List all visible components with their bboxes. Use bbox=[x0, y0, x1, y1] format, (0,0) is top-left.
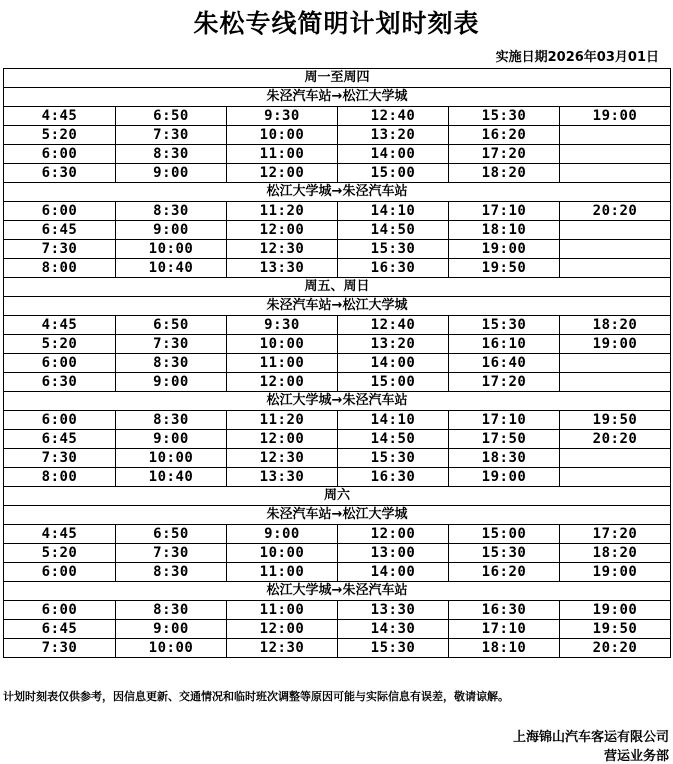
departure-time-cell: 11:00 bbox=[227, 354, 338, 373]
departure-time-cell: 16:10 bbox=[449, 335, 560, 354]
departure-time-cell: 12:00 bbox=[227, 373, 338, 392]
page-title: 朱松专线简明计划时刻表 bbox=[193, 9, 480, 38]
table-row bbox=[4, 563, 671, 582]
disclaimer-note: 计划时刻表仅供参考，因信息更新、交通情况和临时班次调整等原因可能与实际信息有误差，敬请谅解。 bbox=[3, 690, 509, 703]
departure-time-cell: 9:00 bbox=[116, 221, 227, 240]
departure-time-cell: 11:00 bbox=[227, 601, 338, 620]
table-row bbox=[4, 107, 671, 126]
period-header-row bbox=[4, 487, 671, 506]
departure-time-cell: 9:00 bbox=[116, 164, 227, 183]
departure-time-cell: 20:20 bbox=[560, 202, 671, 221]
route-header: 松江大学城→朱泾汽车站 bbox=[4, 392, 671, 411]
period-header: 周五、周日 bbox=[4, 278, 671, 297]
departure-time-cell: 6:50 bbox=[116, 316, 227, 335]
departure-time-cell: 19:50 bbox=[560, 620, 671, 639]
departure-time-cell: 15:30 bbox=[338, 449, 449, 468]
departure-time-cell: 5:20 bbox=[4, 544, 116, 563]
departure-time-cell: 12:00 bbox=[227, 430, 338, 449]
departure-time-cell: 9:30 bbox=[227, 107, 338, 126]
timetable bbox=[3, 68, 671, 658]
departure-time-cell: 8:30 bbox=[116, 202, 227, 221]
departure-time-cell: 10:00 bbox=[227, 544, 338, 563]
departure-time-cell: 15:30 bbox=[449, 544, 560, 563]
departure-time-cell: 7:30 bbox=[4, 240, 116, 259]
departure-time-cell bbox=[560, 164, 671, 183]
departure-time-cell: 10:00 bbox=[227, 335, 338, 354]
departure-time-cell: 9:00 bbox=[227, 525, 338, 544]
table-row bbox=[4, 411, 671, 430]
table-row bbox=[4, 601, 671, 620]
departure-time-cell: 8:30 bbox=[116, 601, 227, 620]
departure-time-cell: 11:20 bbox=[227, 411, 338, 430]
departure-time-cell: 16:20 bbox=[449, 126, 560, 145]
departure-time-cell: 13:00 bbox=[338, 544, 449, 563]
departure-time-cell: 18:20 bbox=[560, 316, 671, 335]
departure-time-cell: 13:30 bbox=[227, 259, 338, 278]
departure-time-cell: 19:00 bbox=[560, 107, 671, 126]
departure-time-cell: 6:45 bbox=[4, 620, 116, 639]
route-header-row bbox=[4, 392, 671, 411]
departure-time-cell: 12:30 bbox=[227, 240, 338, 259]
departure-time-cell: 8:30 bbox=[116, 354, 227, 373]
departure-time-cell: 17:20 bbox=[449, 373, 560, 392]
departure-time-cell: 13:30 bbox=[227, 468, 338, 487]
table-row bbox=[4, 240, 671, 259]
departure-time-cell: 18:10 bbox=[449, 221, 560, 240]
departure-time-cell: 19:00 bbox=[449, 240, 560, 259]
departure-time-cell: 17:50 bbox=[449, 430, 560, 449]
departure-time-cell: 18:10 bbox=[449, 639, 560, 658]
table-row bbox=[4, 126, 671, 145]
table-row bbox=[4, 259, 671, 278]
departure-time-cell: 20:20 bbox=[560, 639, 671, 658]
departure-time-cell: 14:50 bbox=[338, 430, 449, 449]
departure-time-cell: 17:10 bbox=[449, 620, 560, 639]
departure-time-cell: 16:30 bbox=[449, 601, 560, 620]
departure-time-cell: 19:00 bbox=[560, 563, 671, 582]
table-row bbox=[4, 373, 671, 392]
table-row bbox=[4, 316, 671, 335]
company-name: 上海锦山汽车客运有限公司 bbox=[512, 730, 669, 745]
departure-time-cell: 15:30 bbox=[449, 107, 560, 126]
route-header-row bbox=[4, 183, 671, 202]
table-row bbox=[4, 639, 671, 658]
departure-time-cell: 19:00 bbox=[449, 468, 560, 487]
departure-time-cell: 18:20 bbox=[560, 544, 671, 563]
departure-time-cell: 12:40 bbox=[338, 316, 449, 335]
departure-time-cell: 6:50 bbox=[116, 107, 227, 126]
table-row bbox=[4, 525, 671, 544]
departure-time-cell: 14:50 bbox=[338, 221, 449, 240]
departure-time-cell: 8:30 bbox=[116, 145, 227, 164]
departure-time-cell: 6:00 bbox=[4, 563, 116, 582]
table-row bbox=[4, 449, 671, 468]
departure-time-cell: 10:00 bbox=[227, 126, 338, 145]
departure-time-cell bbox=[560, 221, 671, 240]
departure-time-cell: 16:30 bbox=[338, 468, 449, 487]
table-row bbox=[4, 145, 671, 164]
departure-time-cell: 14:00 bbox=[338, 563, 449, 582]
departure-time-cell: 11:20 bbox=[227, 202, 338, 221]
departure-time-cell: 4:45 bbox=[4, 316, 116, 335]
departure-time-cell: 15:30 bbox=[449, 316, 560, 335]
departure-time-cell: 17:10 bbox=[449, 411, 560, 430]
departure-time-cell: 12:00 bbox=[338, 525, 449, 544]
departure-time-cell: 6:45 bbox=[4, 221, 116, 240]
departure-time-cell: 6:00 bbox=[4, 411, 116, 430]
departure-time-cell: 10:00 bbox=[116, 449, 227, 468]
departure-time-cell: 19:50 bbox=[449, 259, 560, 278]
departure-time-cell: 8:00 bbox=[4, 468, 116, 487]
departure-time-cell bbox=[560, 259, 671, 278]
departure-time-cell: 11:00 bbox=[227, 563, 338, 582]
departure-time-cell bbox=[560, 449, 671, 468]
departure-time-cell: 12:40 bbox=[338, 107, 449, 126]
departure-time-cell: 10:00 bbox=[116, 240, 227, 259]
departure-time-cell bbox=[560, 145, 671, 164]
departure-time-cell: 18:20 bbox=[449, 164, 560, 183]
departure-time-cell: 15:00 bbox=[449, 525, 560, 544]
departure-time-cell: 10:40 bbox=[116, 259, 227, 278]
departure-time-cell: 7:30 bbox=[116, 335, 227, 354]
departure-time-cell: 15:00 bbox=[338, 164, 449, 183]
departure-time-cell: 6:30 bbox=[4, 373, 116, 392]
table-row bbox=[4, 335, 671, 354]
departure-time-cell: 12:00 bbox=[227, 221, 338, 240]
departure-time-cell: 6:00 bbox=[4, 601, 116, 620]
departure-time-cell: 6:00 bbox=[4, 354, 116, 373]
departure-time-cell: 15:30 bbox=[338, 639, 449, 658]
departure-time-cell: 17:20 bbox=[560, 525, 671, 544]
departure-time-cell: 7:30 bbox=[4, 449, 116, 468]
route-header: 朱泾汽车站→松江大学城 bbox=[4, 88, 671, 107]
departure-time-cell: 7:30 bbox=[116, 544, 227, 563]
departure-time-cell bbox=[560, 240, 671, 259]
departure-time-cell: 6:50 bbox=[116, 525, 227, 544]
departure-time-cell: 4:45 bbox=[4, 107, 116, 126]
departure-time-cell: 6:45 bbox=[4, 430, 116, 449]
departure-time-cell: 12:00 bbox=[227, 164, 338, 183]
departure-time-cell: 16:40 bbox=[449, 354, 560, 373]
table-row bbox=[4, 164, 671, 183]
route-header-row bbox=[4, 88, 671, 107]
departure-time-cell: 9:00 bbox=[116, 373, 227, 392]
period-header-row bbox=[4, 278, 671, 297]
departure-time-cell: 8:00 bbox=[4, 259, 116, 278]
departure-time-cell: 14:30 bbox=[338, 620, 449, 639]
departure-time-cell: 19:00 bbox=[560, 601, 671, 620]
departure-time-cell: 16:20 bbox=[449, 563, 560, 582]
departure-time-cell: 12:00 bbox=[227, 620, 338, 639]
department-name: 营运业务部 bbox=[603, 749, 669, 764]
route-header: 朱泾汽车站→松江大学城 bbox=[4, 297, 671, 316]
departure-time-cell: 14:00 bbox=[338, 354, 449, 373]
departure-time-cell: 8:30 bbox=[116, 563, 227, 582]
departure-time-cell: 7:30 bbox=[4, 639, 116, 658]
departure-time-cell: 8:30 bbox=[116, 411, 227, 430]
table-row bbox=[4, 430, 671, 449]
departure-time-cell: 4:45 bbox=[4, 525, 116, 544]
departure-time-cell: 7:30 bbox=[116, 126, 227, 145]
departure-time-cell: 18:30 bbox=[449, 449, 560, 468]
departure-time-cell: 14:10 bbox=[338, 411, 449, 430]
departure-time-cell: 13:20 bbox=[338, 335, 449, 354]
route-header: 松江大学城→朱泾汽车站 bbox=[4, 582, 671, 601]
departure-time-cell: 5:20 bbox=[4, 335, 116, 354]
route-header-row bbox=[4, 297, 671, 316]
departure-time-cell bbox=[560, 354, 671, 373]
route-header: 朱泾汽车站→松江大学城 bbox=[4, 506, 671, 525]
period-header: 周六 bbox=[4, 487, 671, 506]
departure-time-cell: 13:20 bbox=[338, 126, 449, 145]
departure-time-cell: 10:00 bbox=[116, 639, 227, 658]
departure-time-cell: 9:00 bbox=[116, 620, 227, 639]
departure-time-cell: 11:00 bbox=[227, 145, 338, 164]
effective-date: 实施日期2026年03月01日 bbox=[495, 50, 659, 65]
departure-time-cell: 12:30 bbox=[227, 449, 338, 468]
departure-time-cell: 9:00 bbox=[116, 430, 227, 449]
departure-time-cell: 13:30 bbox=[338, 601, 449, 620]
departure-time-cell: 19:00 bbox=[560, 335, 671, 354]
departure-time-cell: 6:00 bbox=[4, 145, 116, 164]
departure-time-cell: 14:10 bbox=[338, 202, 449, 221]
departure-time-cell: 14:00 bbox=[338, 145, 449, 164]
departure-time-cell: 16:30 bbox=[338, 259, 449, 278]
table-row bbox=[4, 544, 671, 563]
table-row bbox=[4, 202, 671, 221]
departure-time-cell: 17:10 bbox=[449, 202, 560, 221]
departure-time-cell: 15:30 bbox=[338, 240, 449, 259]
route-header-row bbox=[4, 582, 671, 601]
departure-time-cell: 12:30 bbox=[227, 639, 338, 658]
departure-time-cell: 17:20 bbox=[449, 145, 560, 164]
departure-time-cell: 10:40 bbox=[116, 468, 227, 487]
departure-time-cell: 6:30 bbox=[4, 164, 116, 183]
table-row bbox=[4, 354, 671, 373]
table-row bbox=[4, 221, 671, 240]
departure-time-cell bbox=[560, 126, 671, 145]
table-row bbox=[4, 468, 671, 487]
period-header: 周一至周四 bbox=[4, 69, 671, 88]
table-row bbox=[4, 620, 671, 639]
period-header-row bbox=[4, 69, 671, 88]
departure-time-cell: 9:30 bbox=[227, 316, 338, 335]
route-header-row bbox=[4, 506, 671, 525]
departure-time-cell: 6:00 bbox=[4, 202, 116, 221]
departure-time-cell: 15:00 bbox=[338, 373, 449, 392]
departure-time-cell bbox=[560, 373, 671, 392]
departure-time-cell: 20:20 bbox=[560, 430, 671, 449]
route-header: 松江大学城→朱泾汽车站 bbox=[4, 183, 671, 202]
departure-time-cell: 19:50 bbox=[560, 411, 671, 430]
departure-time-cell: 5:20 bbox=[4, 126, 116, 145]
departure-time-cell bbox=[560, 468, 671, 487]
